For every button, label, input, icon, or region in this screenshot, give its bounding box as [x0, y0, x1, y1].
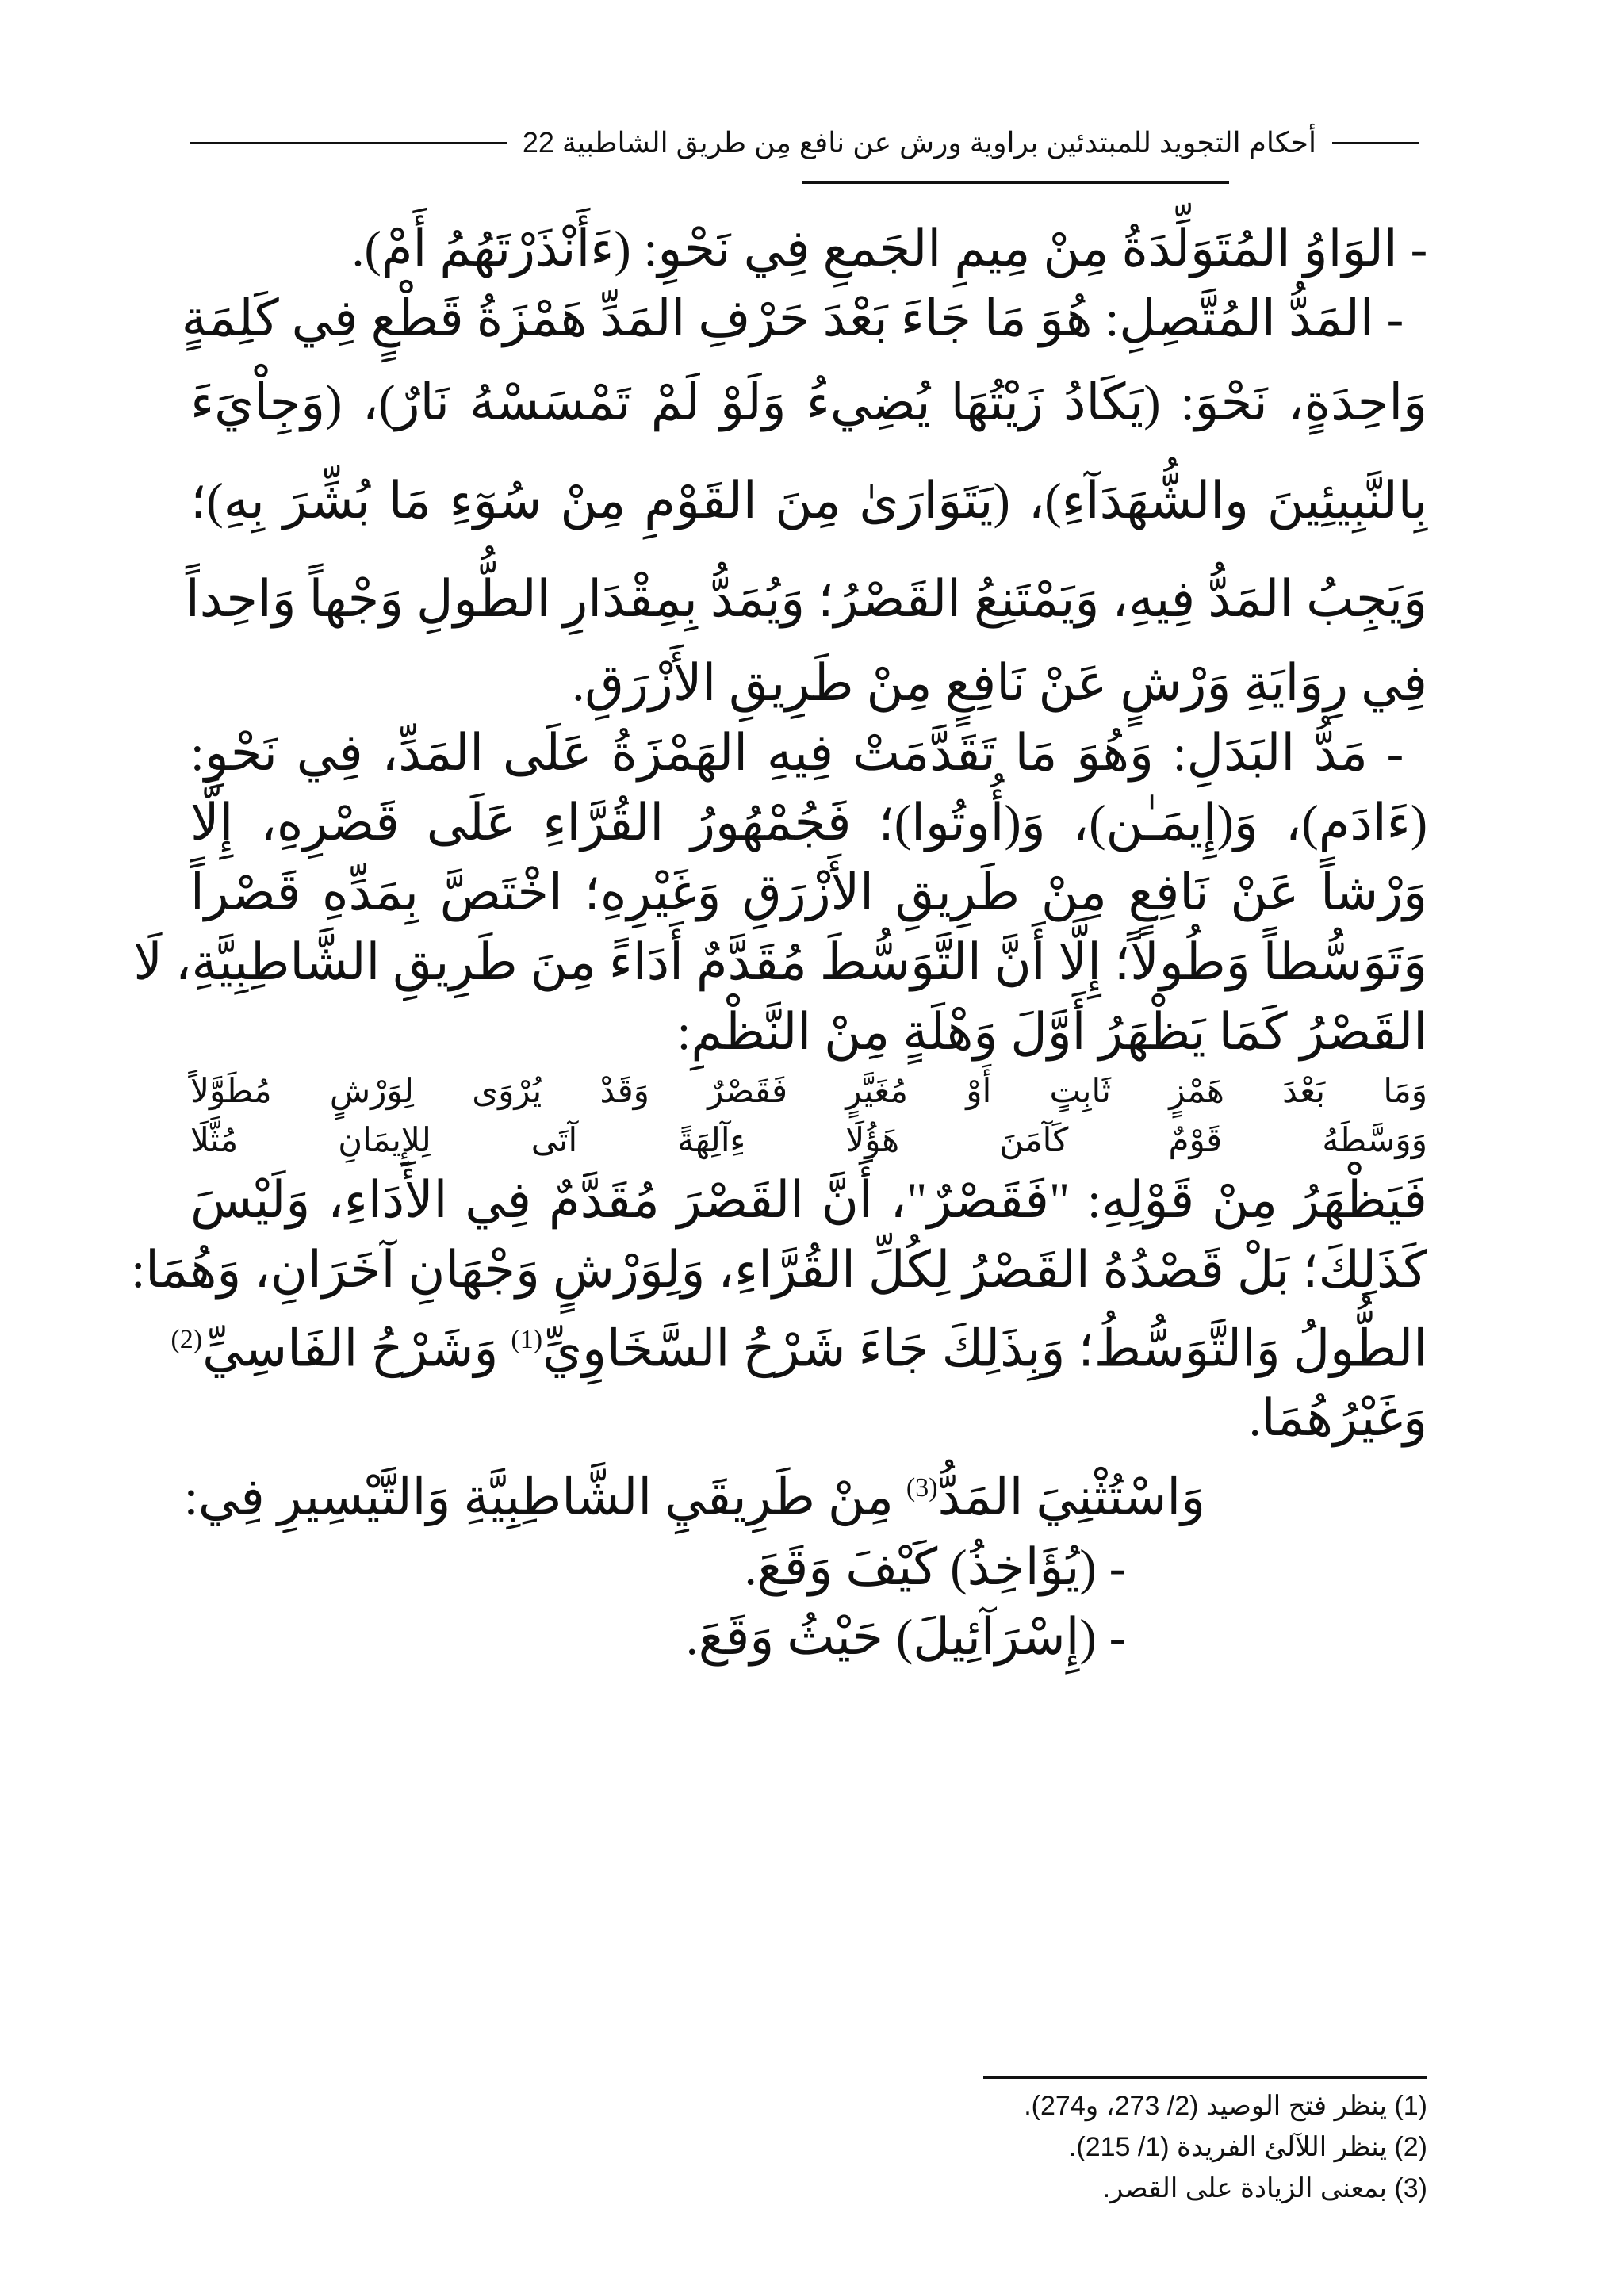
footnote-separator	[983, 2076, 1427, 2079]
line-text: وَشَرْحُ الفَاسِيِّ	[202, 1320, 511, 1377]
list-item: - (إِسْرَآئِيلَ) حَيْثُ وَقَعَ.	[685, 1608, 1126, 1665]
paragraph-line: - مَدُّ البَدَلِ: وَهُوَ مَا تَقَدَّمَتْ فِيهِ الهَمْزَةُ عَلَى المَدِّ، فِي نَحْوِ:	[190, 725, 1404, 781]
paragraph-line: وَيَجِبُ المَدُّ فِيهِ، وَيَمْتَنِعُ القَصْرُ؛ وَيُمَدُّ بِمِقْدَارِ الطُّولِ وَجْهاً وَاحِداً	[185, 571, 1427, 627]
exception-line	[184, 1453, 1427, 1532]
header-underline	[802, 181, 1229, 184]
line-text: وَاسْتُثْنِيَ المَدُّ	[937, 1468, 1205, 1525]
line-text: مِنْ طَرِيقَيِ الشَّاطِبِيَّةِ وَالتَّيْسِيرِ فِي:	[184, 1468, 906, 1525]
poem-line: وَوَسَّطَهُ قَوْمٌ كَآمَنَ هَؤُلَا ءِآلِهَةً آتَى لِلإِيمَانِ مُثَّلَا	[190, 1123, 1427, 1159]
paragraph-line: - الوَاوُ المُتَوَلِّدَةُ مِنْ مِيمِ الجَمعِ فِي نَحْوِ: (ءَأَنْذَرْتَهُمُ أَمْ).	[351, 220, 1427, 277]
footnote-ref-1[interactable]: (1)	[511, 1325, 543, 1354]
footnote: (2) ينظر اللآلئ الفريدة (1/ 215).	[1068, 2132, 1427, 2162]
paragraph-line: وَاحِدَةٍ، نَحْوَ: (يَكَادُ زَيْتُهَا يُضِيءُ وَلَوْ لَمْ تَمْسَسْهُ نَارٌ)، (وَجِاْيَءَ	[190, 374, 1427, 431]
paragraph-line: وَغَيْرُهُمَا.	[1248, 1390, 1427, 1447]
paragraph-line: - المَدُّ المُتَّصِلِ: هُوَ مَا جَاءَ بَعْدَ حَرْفِ المَدِّ هَمْزَةُ قَطْعٍ فِي كَلِمَةٍ	[181, 290, 1404, 346]
line-text: الطُّولُ وَالتَّوَسُّطُ؛ وَبِذَلِكَ جَاءَ شَرْحُ السَّخَاوِيِّ	[542, 1320, 1427, 1377]
paragraph-line: فِي رِوَايَةِ وَرْشٍ عَنْ نَافِعٍ مِنْ طَرِيقِ الأَزْرَقِ.	[572, 655, 1427, 711]
running-header	[190, 119, 1419, 167]
header-rule-left	[190, 142, 507, 144]
footnote-ref-3[interactable]: (3)	[906, 1473, 938, 1503]
paragraph-line: (ءَادَم)، وَ(إِيمَـٰن)، وَ(أُوتُوا)؛ فَجُمْهُورُ القُرَّاءِ عَلَى قَصْرِهِ، إِلَّا	[190, 794, 1427, 851]
paragraph-line: وَتَوَسُّطاً وَطُولاً؛ إِلَّا أَنَّ التَّوَسُّطَ مُقَدَّمٌ أَدَاءً مِنَ طَرِيقِ الشَّاطِبِيَّةِ، لَا	[133, 934, 1427, 990]
main-text	[131, 190, 1428, 1672]
paragraph-line-with-notes	[170, 1305, 1427, 1384]
list-item: - (يُؤَاخِذُ) كَيْفَ وَقَعَ.	[744, 1538, 1126, 1595]
paragraph-line: بِالنَّبِيئِينَ والشُّهَدَآءِ)، (يَتَوَارَىٰ مِنَ القَوْمِ مِنْ سُوٓءِ مَا بُشِّرَ بِهِ)؛	[190, 473, 1427, 529]
paragraph-line: وَرْشاً عَنْ نَافِعٍ مِنْ طَرِيقِ الأَزْرَقِ وَغَيْرِهِ؛ اخْتَصَّ بِمَدِّهِ قَصْراً	[190, 864, 1427, 921]
paragraph-line: كَذَلِكَ؛ بَلْ قَصْدُهُ القَصْرُ لِكُلِّ القُرَّاءِ، وَلِوَرْشٍ وَجْهَانِ آخَرَانِ، وَهُمَا:	[131, 1242, 1427, 1298]
paragraph-line: القَصْرُ كَمَا يَظْهَرُ أَوَّلَ وَهْلَةٍ مِنْ النَّظْمِ:	[676, 1004, 1427, 1060]
header-title: أحكام التجويد للمبتدئين براوية ورش عن نافع مِن طريق الشاطبية 22	[522, 126, 1316, 159]
footnote: (1) ينظر فتح الوصيد (2/ 273، و274).	[1024, 2091, 1427, 2121]
poem-line: وَمَا بَعْدَ هَمْزٍ ثَابِتٍ أَوْ مُغَيَّرٍ فَقَصْرٌ وَقَدْ يُرْوَى لِوَرْشٍ مُطَوَّلاً	[190, 1074, 1427, 1110]
footnote-ref-2[interactable]: (2)	[170, 1325, 203, 1354]
paragraph-line: فَيَظْهَرُ مِنْ قَوْلِهِ: "فَقَصْرٌ"، أَنَّ القَصْرَ مُقَدَّمٌ فِي الأَدَاءِ، وَلَيْسَ	[190, 1172, 1428, 1228]
header-rule-right	[1332, 142, 1419, 144]
footnote: (3) بمعنى الزيادة على القصر.	[1102, 2173, 1427, 2203]
footnotes	[793, 2085, 1427, 2209]
